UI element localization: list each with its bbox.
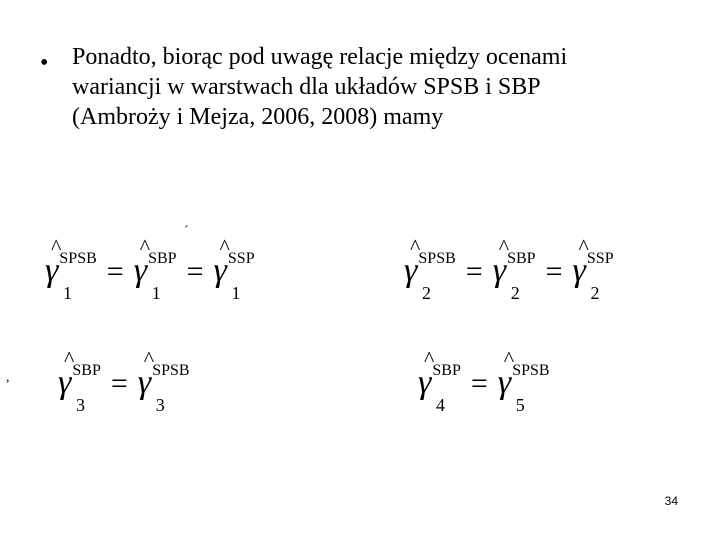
superscript: SBP bbox=[507, 250, 536, 267]
subscript: 4 bbox=[436, 395, 445, 415]
subscript: 3 bbox=[155, 395, 165, 415]
equation-row1-right bbox=[404, 250, 614, 303]
superscript: SBP bbox=[432, 362, 461, 379]
equation-row1-left bbox=[45, 250, 255, 303]
gamma-symbol: ^ γ bbox=[498, 364, 511, 401]
equation-row2-left bbox=[58, 362, 190, 415]
equals-sign: = bbox=[110, 367, 128, 400]
gamma-term bbox=[404, 250, 456, 303]
gamma-symbol: ^ γ bbox=[493, 252, 506, 289]
page-number: 34 bbox=[664, 494, 678, 508]
superscript: SPSB bbox=[512, 362, 550, 379]
subscript: 1 bbox=[151, 283, 161, 303]
equation-row2-right bbox=[418, 362, 550, 415]
gamma-term bbox=[492, 250, 536, 303]
stray-mark-left: , bbox=[6, 370, 10, 385]
gamma-term bbox=[418, 362, 461, 415]
gamma-term bbox=[497, 362, 550, 415]
superscript: SBP bbox=[72, 362, 101, 379]
gamma-symbol: ^ γ bbox=[418, 364, 431, 401]
bullet-text: Ponadto, biorąc pod uwagę relacje między ocenami wariancji w warstwach dla układów SPSB i SBP (Ambroży i Mejza, 2006, 2008) mamy bbox=[72, 44, 568, 130]
superscript: SPSB bbox=[152, 362, 190, 379]
gamma-term bbox=[45, 250, 97, 303]
equals-sign: = bbox=[465, 255, 483, 288]
gamma-term bbox=[133, 250, 177, 303]
gamma-symbol: ^ γ bbox=[573, 252, 586, 289]
subscript: 3 bbox=[76, 395, 85, 415]
gamma-symbol: ^ γ bbox=[138, 364, 151, 401]
subscript: 2 bbox=[510, 283, 520, 303]
gamma-term bbox=[213, 250, 255, 303]
subscript: 2 bbox=[422, 283, 431, 303]
stray-mark-top: ´ bbox=[184, 224, 189, 239]
subscript: 5 bbox=[515, 395, 525, 415]
gamma-symbol: ^ γ bbox=[58, 364, 71, 401]
subscript: 1 bbox=[63, 283, 72, 303]
superscript: SPSB bbox=[418, 250, 456, 267]
gamma-symbol: ^ γ bbox=[214, 252, 227, 289]
bullet-dot: • bbox=[40, 50, 49, 76]
superscript: SBP bbox=[148, 250, 177, 267]
superscript: SPSB bbox=[59, 250, 97, 267]
gamma-term bbox=[58, 362, 101, 415]
subscript: 2 bbox=[590, 283, 600, 303]
gamma-term bbox=[572, 250, 614, 303]
subscript: 1 bbox=[231, 283, 241, 303]
gamma-symbol: ^ γ bbox=[404, 252, 417, 289]
gamma-symbol: ^ γ bbox=[134, 252, 147, 289]
equals-sign: = bbox=[186, 255, 204, 288]
superscript: SSP bbox=[227, 250, 255, 267]
equals-sign: = bbox=[470, 367, 488, 400]
equals-sign: = bbox=[545, 255, 563, 288]
gamma-term bbox=[137, 362, 190, 415]
superscript: SSP bbox=[586, 250, 614, 267]
equals-sign: = bbox=[106, 255, 124, 288]
gamma-symbol: ^ γ bbox=[45, 252, 58, 289]
